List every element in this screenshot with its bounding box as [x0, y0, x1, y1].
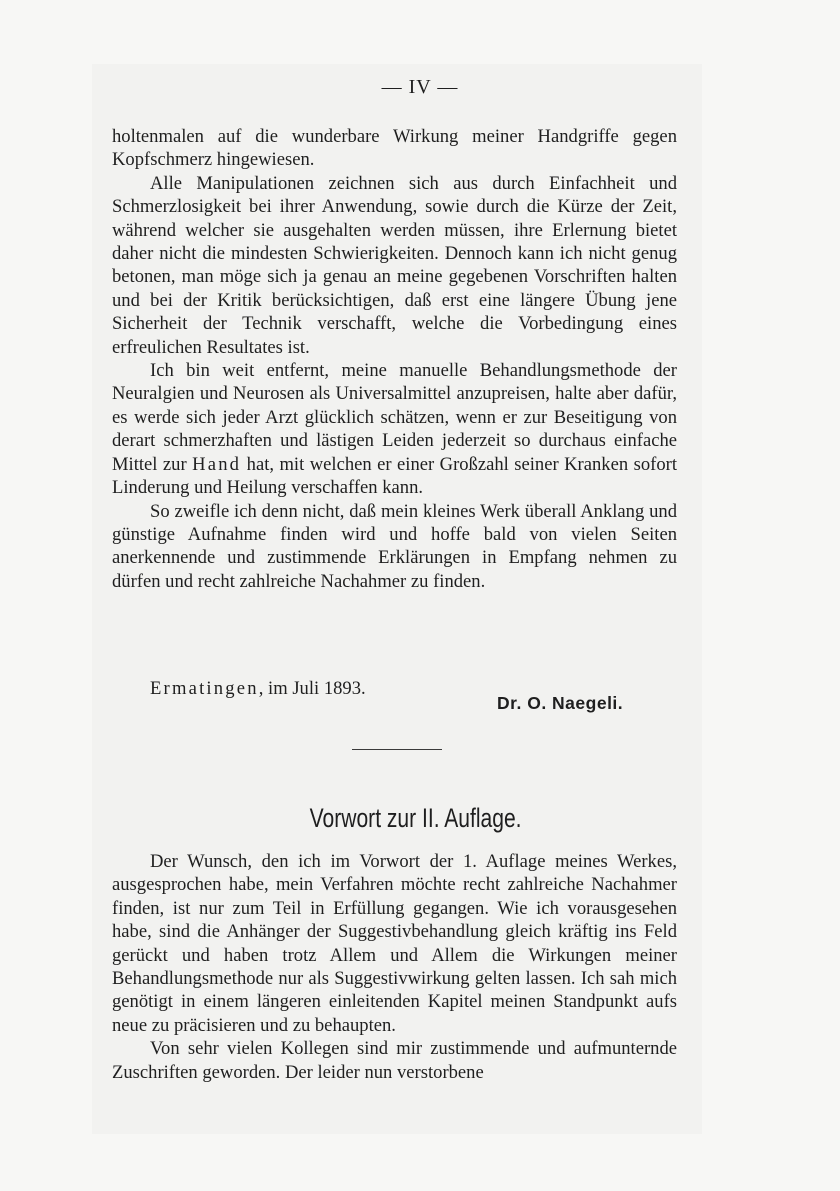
emphasized-word: Hand: [192, 453, 242, 475]
section-heading: Vorwort zur II. Auflage.: [309, 803, 522, 833]
dateline: [150, 678, 366, 700]
paragraph-colleagues: Von sehr vielen Kollegen sind mir zustimmende und aufmunternde Zuschriften geworden. Der leider nun verstorbene: [112, 1038, 677, 1083]
preface-one-text: [112, 125, 677, 593]
paragraph-universal-remedy: [112, 359, 677, 499]
paragraph-manipulations: Alle Manipulationen zeichnen sich aus durch Einfachheit und Schmerzlosigkeit bei ihrer Anwendung, sowie durch die Kürze der Zeit, während welcher sie ausgehalten werden müssen, ihre Erlernung bietet daher nicht die mindesten Schwierigkeiten. Dennoch kann ich nicht genug betonen, man möge sich ja genau an meine gegebenen Vorschriften halten und bei der Kritik berücksichtigen, daß erst eine längere Übung jene Sicherheit der Technik verschafft, welche die Vorbedingung eines erfreulichen Resultates ist.: [112, 172, 677, 358]
paragraph-continuation: holtenmalen auf die wunderbare Wirkung meiner Handgriffe gegen Kopfschmerz hingewiesen.: [112, 126, 677, 171]
dateline-place: Ermatingen: [150, 678, 259, 699]
paragraph-closing: So zweifle ich denn nicht, daß mein kleines Werk überall Anklang und günstige Aufnahme finden wird und hoffe bald von vielen Seiten anerkennende und zustimmende Erklärungen in Empfang nehmen zu dürfen und recht zahlreiche Nachahmer zu finden.: [112, 500, 677, 592]
paragraph-wish: Der Wunsch, den ich im Vorwort der 1. Auflage meines Werkes, ausgesprochen habe, mein Verfahren möchte recht zahlreiche Nachahmer finden, ist nur zum Teil in Erfüllung gegangen. Wie ich vorausgesehen habe, sind die Anhänger der Suggestivbehandlung gleich kräftig ins Feld gerückt und haben trotz Allem und Allem die Wirkungen meiner Behandlungsmethode nur als Suggestivwirkung gelten lassen. Ich sah mich genötigt in einem längeren einleitenden Kapitel meinen Standpunkt aufs neue zu präcisieren und zu behaupten.: [112, 851, 677, 1036]
page-number: — IV —: [381, 76, 459, 98]
preface-two-text: [112, 850, 677, 1084]
author-signature: Dr. O. Naegeli.: [497, 693, 624, 713]
section-divider: [352, 749, 442, 750]
dateline-date: , im Juli 1893.: [258, 678, 366, 699]
paragraph-text: hat, mit welchen er einer Großzahl seiner Kranken sofort Linderung und Heilung verschaffen kann.: [112, 453, 677, 499]
paragraph-text: Ich bin weit entfernt, meine manuelle Behandlungsmethode der Neuralgien und Neurosen als Universalmittel anzupreisen, halte aber dafür, es werde sich jeder Arzt glücklich schätzen, wenn er zur Beseitigung von derart schmerzhaften und lästigen Leiden jederzeit so durchaus einfache Mittel zur: [112, 360, 677, 475]
